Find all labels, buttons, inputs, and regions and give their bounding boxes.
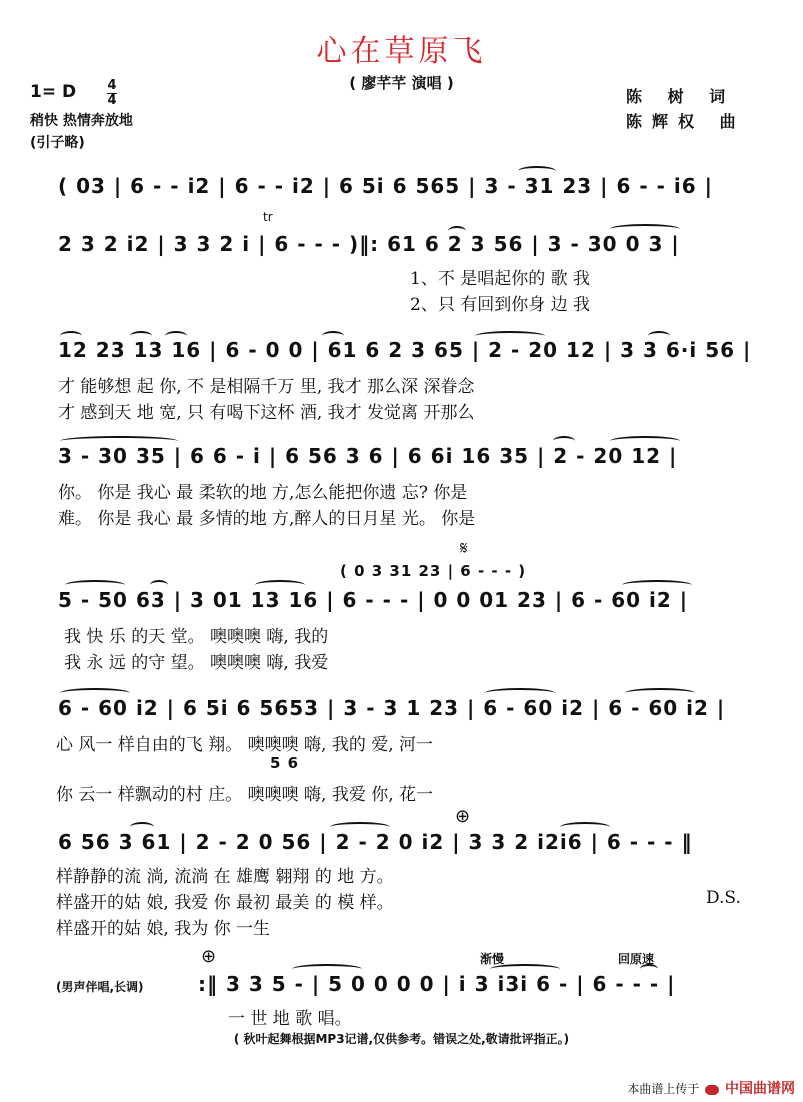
time-signature	[107, 79, 117, 108]
site-brand: 中国曲谱网	[725, 1081, 795, 1097]
slur	[130, 822, 154, 832]
song-title: 心在草原飞	[316, 34, 487, 69]
coda-sign: ⊕	[455, 806, 471, 827]
slur	[485, 688, 555, 698]
slur	[322, 331, 344, 341]
lyrics-line-4-verse-2: 难。 你是 我心 最 多情的地 方,醉人的日月星 光。 你是	[58, 509, 476, 529]
slur	[560, 822, 610, 832]
lyrics-line-5-verse-1: 我 快 乐 的天 堂。 噢噢噢 嗨, 我的	[64, 627, 329, 647]
male-backing-note: (男声伴唱,长调)	[56, 980, 144, 994]
lyricist: 陈 树 词	[626, 87, 736, 106]
slur	[622, 580, 692, 590]
footer	[627, 1078, 795, 1098]
lyrics-line-3-verse-2: 才 感到天 地 宽, 只 有喝下这杯 酒, 我才 发觉离 开那么	[58, 403, 475, 423]
slur	[150, 580, 168, 590]
slur	[130, 331, 152, 341]
lyrics-line-7-verse-3: 样盛开的姑 娘, 我为 你 一生	[56, 919, 271, 939]
slur	[625, 688, 695, 698]
dal-segno: D.S.	[706, 888, 741, 908]
tempo-resume-marking: 回原速	[618, 952, 655, 966]
slur	[60, 688, 130, 698]
tempo-slow-marking: 渐慢	[480, 952, 505, 966]
lyrics-line-2-verse-2: 2、只 有回到你身 边 我	[410, 295, 591, 315]
lyrics-line-2-verse-1: 1、不 是唱起你的 歌 我	[410, 269, 591, 289]
score-line-8: :‖ 3 3 5 - | 5 0 0 0 0 | i 3 i3i 6 - | 6 - - - |	[198, 972, 676, 996]
score-line-5: 5 - 50 63 | 3 01 13 16 | 6 - - - | 0 0 01 23 | 6 - 60 i2 |	[58, 588, 689, 612]
slur	[610, 224, 680, 234]
lyrics-line-6-verse-2: 你 云一 样飘动的村 庄。 噢噢噢 嗨, 我爱 你, 花一	[56, 785, 434, 805]
segno-sign: 𝄋	[460, 538, 468, 559]
lyrics-line-6-verse-1: 心 风一 样自由的飞 翔。 噢噢噢 嗨, 我的 爱, 河一	[56, 735, 434, 755]
slur	[640, 964, 658, 974]
intro-note: (引子略)	[30, 135, 85, 151]
lyrics-line-8: 一 世 地 歌 唱。	[228, 1009, 352, 1029]
score-line-7: 6 56 3 61 | 2 - 2 0 56 | 2 - 2 0 i2 | 3 3 2 i2i6 | 6 - - - ‖	[58, 830, 693, 854]
lyrics-line-3-verse-1: 才 能够想 起 你, 不 是相隔千万 里, 我才 那么深 深眷念	[58, 377, 475, 397]
performer: ( 廖芊芊 演唱 )	[349, 74, 454, 92]
slur	[255, 580, 305, 590]
slur	[448, 226, 466, 236]
slur	[610, 436, 680, 446]
lyrics-line-5-verse-2: 我 永 远 的守 望。 噢噢噢 嗨, 我爱	[64, 653, 329, 673]
transcription-note: ( 秋叶起舞根据MP3记谱,仅供参考。错误之处,敬请批评指正。)	[233, 1032, 570, 1046]
lyrics-line-7-verse-1: 样静静的流 淌, 流淌 在 雄鹰 翱翔 的 地 方。	[56, 867, 394, 887]
slur	[648, 331, 670, 341]
site-logo-icon	[705, 1085, 719, 1095]
tempo-marking: 稍快 热情奔放地	[30, 113, 133, 129]
composer: 陈辉权 曲	[626, 112, 746, 131]
score-line-3: 12 23 13 16 | 6 - 0 0 | 61 6 2 3 65 | 2 - 20 12 | 3 3 6·i 56 |	[58, 338, 752, 362]
lyrics-line-7-verse-2: 样盛开的姑 娘, 我爱 你 最初 最美 的 模 样。	[56, 893, 394, 913]
slur	[475, 331, 545, 341]
slur	[330, 822, 390, 832]
slur	[292, 964, 362, 974]
time-top: 4	[107, 78, 117, 93]
score-line-6: 6 - 60 i2 | 6 5i 6 5653 | 3 - 3 1 23 | 6 - 60 i2 | 6 - 60 i2 |	[58, 696, 726, 720]
coda-sign: ⊕	[201, 946, 217, 967]
lyrics-line-4-verse-1: 你。 你是 我心 最 柔软的地 方,怎么能把你遗 忘? 你是	[58, 483, 468, 503]
slur	[60, 331, 82, 341]
slur	[65, 580, 125, 590]
upload-label: 本曲谱上传于	[627, 1082, 700, 1096]
score-line-1: ( 03 | 6 - - i2 | 6 - - i2 | 6 5i 6 565 | 3 - 31 23 | 6 - - i6 |	[58, 174, 713, 198]
key-signature: 1= D	[30, 82, 77, 102]
slur	[60, 436, 178, 446]
score-line-2: 2 3 2 i2 | 3 3 2 i | 6 - - - )‖: 61 6 2 3 56 | 3 - 30 0 3 |	[58, 232, 680, 256]
slur	[490, 964, 560, 974]
slur	[553, 436, 575, 446]
score-line-4: 3 - 30 35 | 6 6 - i | 6 56 3 6 | 6 6i 16 35 | 2 - 20 12 |	[58, 444, 678, 468]
variant-notes: 5 6	[270, 754, 300, 772]
slur	[518, 166, 556, 176]
score-line-5-repeat-note: ( 0 3 31 23 | 6 - - - )	[340, 562, 527, 580]
time-bottom: 4	[107, 93, 117, 108]
trill-mark: tr	[263, 210, 273, 224]
slur	[165, 331, 187, 341]
